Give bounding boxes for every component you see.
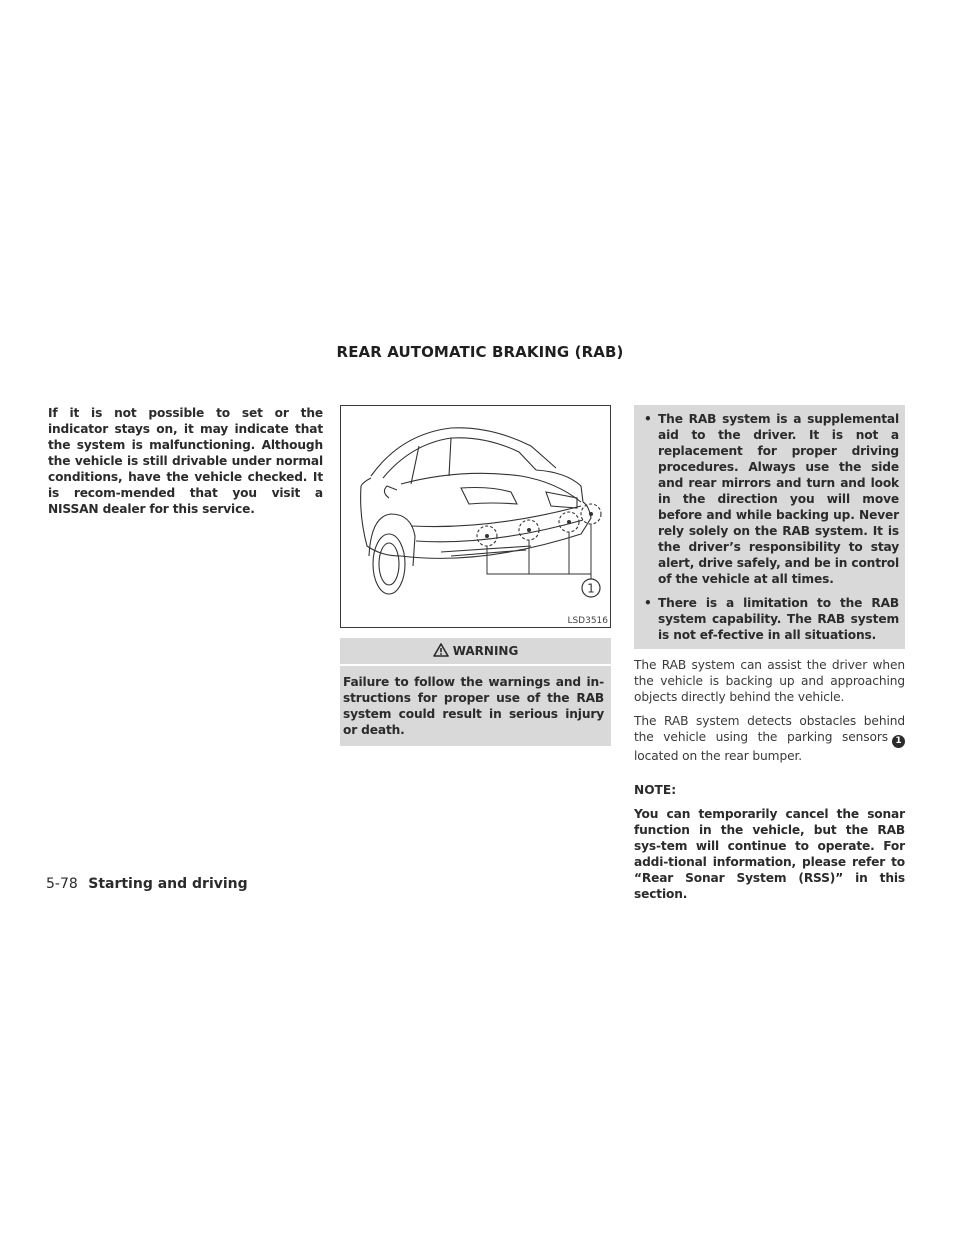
figure-callout-label: 1 bbox=[587, 581, 595, 596]
note-heading: NOTE: bbox=[634, 783, 677, 797]
figure-code: LSD3516 bbox=[567, 616, 608, 626]
footer-section-name: Starting and driving bbox=[88, 876, 248, 892]
note-text: You can temporarily cancel the sonar function in the vehicle, but the RAB sys-tem will continue to operate. For addi-tional information, please refer to “Rear Sonar System (RSS)” in this section. bbox=[634, 807, 905, 901]
column-middle bbox=[340, 405, 611, 746]
page-number: 5-78 bbox=[46, 876, 78, 892]
warning-header bbox=[340, 638, 611, 664]
bullet-item bbox=[638, 411, 899, 587]
column-right bbox=[634, 405, 905, 902]
body-paragraph-1: The RAB system can assist the driver when the vehicle is backing up and approaching objects directly behind the vehicle. bbox=[634, 658, 905, 704]
callout-1-icon: 1 bbox=[892, 735, 905, 748]
section-title: REAR AUTOMATIC BRAKING (RAB) bbox=[336, 343, 624, 361]
bullet-dot-icon: • bbox=[644, 412, 652, 426]
car-rear-illustration bbox=[340, 405, 611, 628]
warning-triangle-icon bbox=[433, 643, 449, 660]
body-paragraph-2 bbox=[634, 713, 905, 764]
bullet-item bbox=[638, 595, 899, 643]
warning-bullets bbox=[634, 405, 905, 649]
paragraph-2-end: located on the rear bumper. bbox=[634, 749, 803, 763]
intro-paragraph: If it is not possible to set or the indicator stays on, it may indicate that the system is malfunctioning. Although the vehicle is still drivable under normal conditions, have the vehicle checked. It is recom-mended that you visit a NISSAN dealer for this service. bbox=[48, 406, 323, 516]
warning-text: Failure to follow the warnings and in-structions for proper use of the RAB system could result in serious injury or death. bbox=[340, 666, 611, 746]
paragraph-2-text: The RAB system detects obstacles behind the vehicle using the parking sensors bbox=[634, 714, 905, 744]
car-drawing bbox=[341, 406, 610, 627]
warning-heading: WARNING bbox=[452, 644, 519, 658]
bullet-text: The RAB system is a supplemental aid to the driver. It is not a replacement for proper driving procedures. Always use the side and rear mirrors and turn and look in the direction you will move before and while backing up. Never rely solely on the RAB system. It is the driver’s responsibility to stay alert, drive safely, and be in control of the vehicle at all times. bbox=[658, 412, 899, 586]
column-left bbox=[48, 405, 323, 517]
bullet-dot-icon: • bbox=[644, 596, 652, 610]
page-footer bbox=[46, 876, 248, 892]
bullet-text: There is a limitation to the RAB system capability. The RAB system is not ef-fective in all situations. bbox=[658, 596, 899, 642]
